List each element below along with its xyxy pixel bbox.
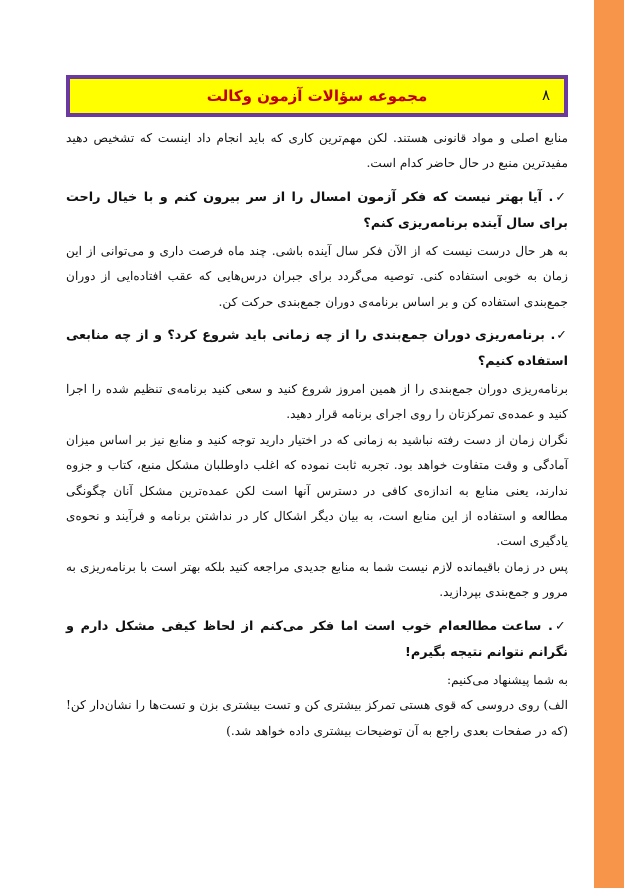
book-title: مجموعه سؤالات آزمون وکالت (206, 87, 428, 105)
page-number: ۸ (541, 86, 550, 104)
question-1-text: آیا بهتر نیست که فکر آزمون امسال را از سر بیرون کنم و با خیال راحت برای سال آینده برنامه‌ریزی کنم؟ (66, 189, 568, 231)
answer-1: به هر حال درست نیست که از الآن فکر سال آینده باشی. چند ماه فرصت داری و می‌توانی از این زمان به خوبی استفاده کنی. توصیه می‌گردد برای جبران درس‌هایی که عقب افتاده‌ایی از دوران جمع‌بندی استفاده کن و بر اساس برنامه‌ی دوران جمع‌بندی حرکت کن. (66, 243, 568, 309)
question-3-text: ساعت مطالعه‌ام خوب است اما فکر می‌کنم از لحاظ کیفی مشکل دارم و نگرانم نتوانم نتیجه بگیرم! (66, 618, 568, 660)
check-icon: ✓. (550, 328, 568, 344)
question-1 (66, 185, 568, 237)
question-2 (66, 323, 568, 375)
page-header (66, 75, 568, 117)
question-3 (66, 614, 568, 666)
answer-2-paragraph-2: نگران زمان از دست رفته نباشید به زمانی که در اختیار دارید توجه کنید و منابع نیز بر اساس میزان آمادگی و وقت متفاوت خواهد بود. تجربه ثابت نموده که اغلب داوطلبان مشکل منبع، کتاب و جزوه ندارند، یعنی منابع به اندازه‌ی کافی در دسترس آنها است لکن عمده‌ترین مشکل آنان چگونگی مطالعه و استفاده از این منابع است، به بیان دیگر اشکال کار در نداشتن برنامه و فرآیند و نحوه‌ی یادگیری است. (66, 432, 568, 549)
answer-2-paragraph-3: پس در زمان باقیمانده لازم نیست شما به منابع جدیدی مراجعه کنید بلکه بهتر است با برنامه‌ریزی به مرور و جمع‌بندی بپردازید. (66, 559, 568, 600)
page-content (66, 126, 568, 744)
answer-3-paragraph-2: الف) روی دروسی که قوی هستی تمرکز بیشتری کن و تست بیشتری بزن و تست‌ها را نشان‌دار کن! (که در صفحات بعدی راجع به آن توضیحات بیشتری داده خواهد شد.) (66, 698, 568, 738)
check-icon: ✓. (548, 618, 568, 634)
check-icon: ✓. (548, 189, 568, 205)
answer-2-paragraph-1: برنامه‌ریزی دوران جمع‌بندی را از همین امروز شروع کنید و سعی کنید برنامه‌ی تنظیم شده را اجرا کنید و عمده‌ی تمرکزتان را روی اجرای برنامه قرار دهید. (66, 382, 568, 422)
answer-3-paragraph-1: به شما پیشنهاد می‌کنیم: (447, 672, 568, 687)
question-2-text: برنامه‌ریزی دوران جمع‌بندی را از چه زمانی باید شروع کرد؟ و از چه منابعی استفاده کنیم؟ (66, 328, 568, 370)
intro-paragraph: منابع اصلی و مواد قانونی هستند. لکن مهم‌ترین کاری که باید انجام داد اینست که تشخیص دهید مفیدترین منبع در حال حاضر کدام است. (66, 131, 568, 171)
side-accent-bar (594, 0, 624, 888)
